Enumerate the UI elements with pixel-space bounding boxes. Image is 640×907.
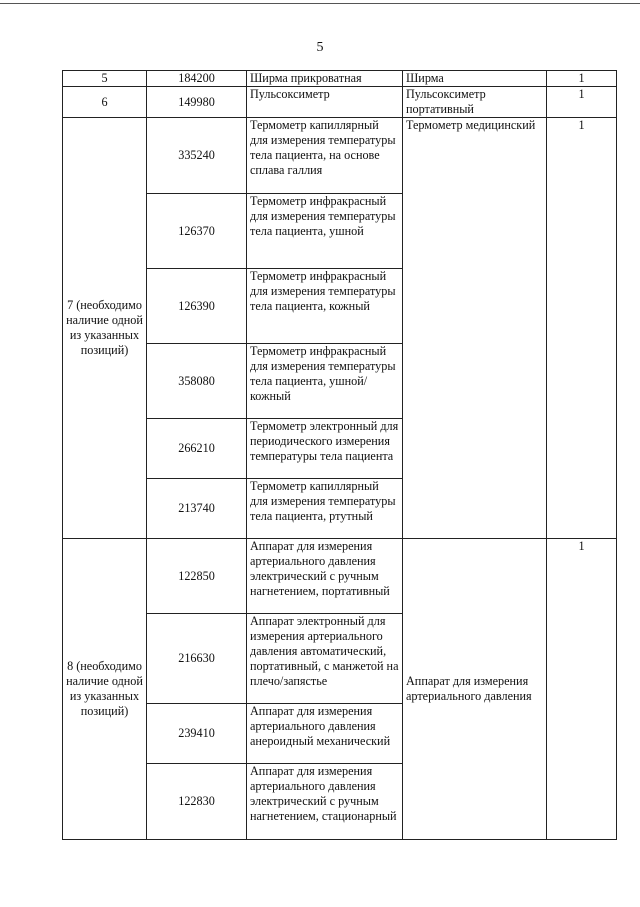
- item-name: Термометр капиллярный для измерения температуры тела пациента, ртутный: [247, 479, 403, 539]
- item-code: 213740: [147, 479, 247, 539]
- table-row: [63, 71, 617, 87]
- item-name: Термометр инфракрасный для измерения температуры тела пациента, ушной/кожный: [247, 344, 403, 419]
- item-code: 216630: [147, 614, 247, 704]
- item-quantity: 1: [547, 118, 617, 539]
- item-name: Пульсоксиметр: [247, 87, 403, 118]
- item-name: Ширма прикроватная: [247, 71, 403, 87]
- item-name: Термометр инфракрасный для измерения температуры тела пациента, ушной: [247, 194, 403, 269]
- row-number: 7 (необходимо наличие одной из указанных позиций): [63, 118, 147, 539]
- item-name: Аппарат для измерения артериального давления электрический с ручным нагнетением, портативный: [247, 539, 403, 614]
- item-quantity: 1: [547, 71, 617, 87]
- row-number: 6: [63, 87, 147, 118]
- item-quantity: 1: [547, 539, 617, 840]
- item-name: Термометр электронный для периодического измерения температуры тела пациента: [247, 419, 403, 479]
- item-name: Аппарат для измерения артериального давления электрический с ручным нагнетением, стационарный: [247, 764, 403, 840]
- item-type: Ширма: [403, 71, 547, 87]
- item-name: Аппарат электронный для измерения артериального давления автоматический, портативный, с манжетой на плечо/запястье: [247, 614, 403, 704]
- table-row: [63, 539, 617, 614]
- item-code: 149980: [147, 87, 247, 118]
- item-name: Термометр капиллярный для измерения температуры тела пациента, на основе сплава галлия: [247, 118, 403, 194]
- item-code: 266210: [147, 419, 247, 479]
- item-code: 126370: [147, 194, 247, 269]
- equipment-table: [62, 70, 617, 840]
- item-type: Пульсоксиметр портативный: [403, 87, 547, 118]
- item-type: Термометр медицинский: [403, 118, 547, 539]
- item-code: 358080: [147, 344, 247, 419]
- page-number: 5: [316, 40, 324, 55]
- row-number: 8 (необходимо наличие одной из указанных позиций): [63, 539, 147, 840]
- table-row: [63, 118, 617, 194]
- item-code: 126390: [147, 269, 247, 344]
- item-type: Аппарат для измерения артериального давления: [403, 539, 547, 840]
- item-quantity: 1: [547, 87, 617, 118]
- item-name: Аппарат для измерения артериального давления анероидный механический: [247, 704, 403, 764]
- row-number: 5: [63, 71, 147, 87]
- item-code: 239410: [147, 704, 247, 764]
- item-code: 122850: [147, 539, 247, 614]
- item-code: 184200: [147, 71, 247, 87]
- item-code: 122830: [147, 764, 247, 840]
- table-row: [63, 87, 617, 118]
- item-name: Термометр инфракрасный для измерения температуры тела пациента, кожный: [247, 269, 403, 344]
- top-border-line: [0, 3, 640, 4]
- item-code: 335240: [147, 118, 247, 194]
